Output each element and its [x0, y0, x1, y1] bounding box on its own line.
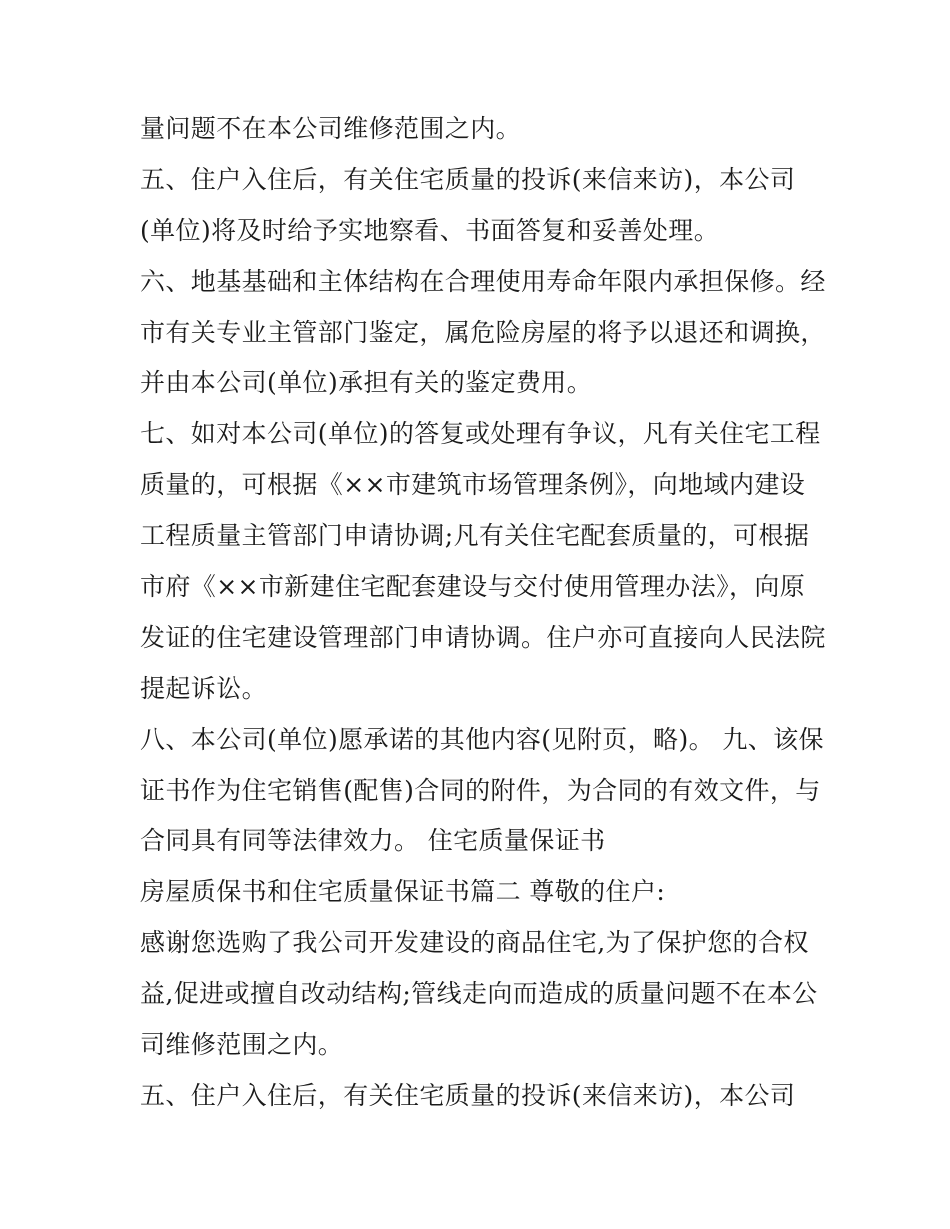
text-line: 并由本公司(单位)承担有关的鉴定费用。	[140, 368, 593, 398]
text-line: 五、住户入住后，有关住宅质量的投诉(来信来访)，本公司	[140, 1080, 796, 1110]
text-line: 市府《××市新建住宅配套建设与交付使用管理办法》，向原	[140, 572, 806, 602]
text-line: 发证的住宅建设管理部门申请协调。住户亦可直接向人民法院	[140, 622, 826, 652]
text-line: 房屋质保书和住宅质量保证书篇二 尊敬的住户:	[140, 877, 666, 907]
text-line: 提起诉讼。	[140, 673, 268, 703]
text-line: 合同具有同等法律效力。 住宅质量保证书	[140, 826, 606, 856]
text-line: 七、如对本公司(单位)的答复或处理有争议，凡有关住宅工程	[140, 419, 821, 449]
text-line: 司维修范围之内。	[140, 1030, 344, 1060]
text-line: (单位)将及时给予实地察看、书面答复和妥善处理。	[140, 215, 720, 245]
text-line: 量问题不在本公司维修范围之内。	[140, 114, 522, 143]
text-line: 市有关专业主管部门鉴定，属危险房屋的将予以退还和调换，	[140, 317, 826, 347]
text-line: 质量的，可根据《××市建筑市场管理条例》，向地域内建设	[140, 470, 806, 500]
text-line: 工程质量主管部门申请协调;凡有关住宅配套质量的，可根据	[140, 521, 810, 551]
text-line: 八、本公司(单位)愿承诺的其他内容(见附页，略)。 九、该保	[140, 724, 824, 754]
text-line: 五、住户入住后，有关住宅质量的投诉(来信来访)，本公司	[140, 164, 796, 194]
text-line: 证书作为住宅销售(配售)合同的附件，为合同的有效文件，与	[140, 775, 821, 805]
text-line: 感谢您选购了我公司开发建设的商品住宅,为了保护您的合权	[140, 928, 809, 958]
text-line: 六、地基基础和主体结构在合理使用寿命年限内承担保修。经	[140, 266, 826, 296]
text-line: 益,促进或擅自改动结构;管线走向而造成的质量问题不在本公	[140, 979, 818, 1009]
document-body	[140, 104, 830, 1122]
